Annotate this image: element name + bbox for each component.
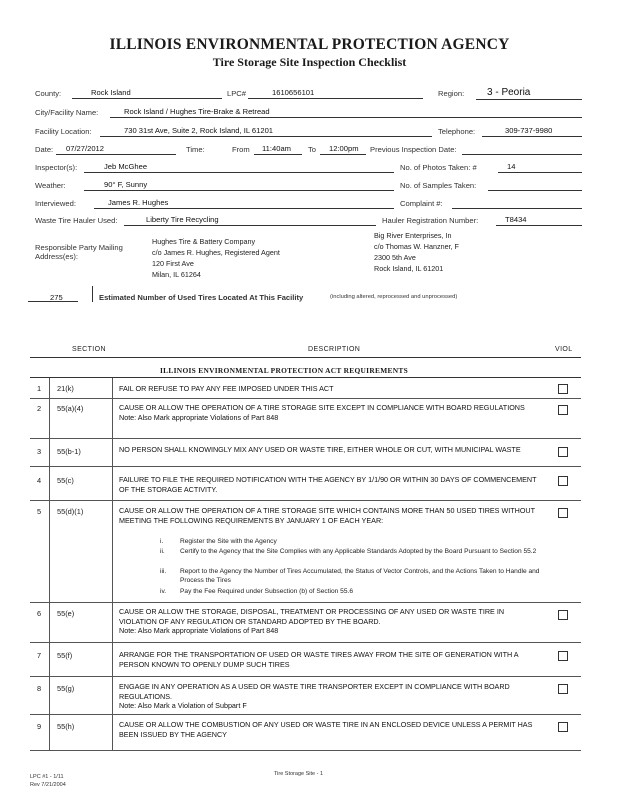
from-label: From: [232, 145, 250, 154]
weather-value[interactable]: 90° F, Sunny: [104, 180, 148, 189]
row-divider: [112, 500, 113, 602]
to-label: To: [308, 145, 317, 154]
lpc-label: LPC#: [227, 89, 246, 98]
party2-line: Big River Enterprises, In: [374, 231, 452, 240]
row-description: CAUSE OR ALLOW THE COMBUSTION OF ANY USED OR WASTE TIRE IN AN ENCLOSED DEVICE UNLESS A PERMIT HAS BEEN ISSUED BY THE AGENCY: [119, 720, 533, 739]
row-section: 55(c): [57, 476, 74, 485]
violation-checkbox[interactable]: [558, 722, 568, 732]
violation-checkbox[interactable]: [558, 405, 568, 415]
hauler-underline: [124, 225, 376, 226]
row-description: [119, 607, 539, 636]
row-number: 4: [36, 476, 42, 485]
lpc-value[interactable]: 1610656101: [272, 88, 315, 97]
row-divider: [49, 602, 50, 642]
hauler-label: Waste Tire Hauler Used:: [35, 216, 118, 225]
samples-underline: [488, 190, 582, 191]
facility-value[interactable]: Rock Island / Hughes Tire-Brake & Retread: [124, 107, 270, 116]
row-number: 3: [36, 447, 42, 456]
region-label: Region:: [438, 89, 465, 98]
inspector-underline: [84, 172, 394, 173]
previous-inspection-underline: [462, 154, 582, 155]
row-note: Note: Also Mark appropriate Violations of Part 848: [119, 626, 279, 635]
sub-item-number: ii.: [160, 548, 165, 555]
time-label: Time:: [186, 145, 205, 154]
county-label: County:: [35, 89, 62, 98]
region-underline: [476, 99, 582, 100]
sub-item-number: i.: [160, 538, 164, 545]
row-divider: [49, 438, 50, 466]
party2-line: c/o Thomas W. Hanzner, F: [374, 242, 459, 251]
row-description: FAILURE TO FILE THE REQUIRED NOTIFICATION WITH THE AGENCY BY 1/1/90 OR WITHIN 30 DAYS OF COMMENCEMENT OF THE STORAGE ACTIVITY.: [119, 475, 537, 494]
inspector-label: Inspector(s):: [35, 163, 78, 172]
party2-address[interactable]: [374, 230, 459, 274]
date-underline: [56, 154, 176, 155]
telephone-label: Telephone:: [438, 127, 476, 136]
table-row: [30, 602, 581, 643]
table-row: [30, 500, 581, 603]
row-divider: [112, 438, 113, 466]
row-number: 8: [36, 684, 42, 693]
samples-label: No. of Samples Taken:: [400, 181, 477, 190]
party1-address[interactable]: [152, 236, 280, 280]
violation-checkbox[interactable]: [558, 508, 568, 518]
date-label: Date:: [35, 145, 54, 154]
row-divider: [112, 466, 113, 500]
hauler-registration-underline: [496, 225, 582, 226]
estimate-value[interactable]: 275: [50, 293, 63, 302]
sub-item-text: Pay the Fee Required under Subsection (b) of Section 55.6: [180, 588, 354, 595]
row-divider: [112, 602, 113, 642]
hauler-registration-label: Hauler Registration Number:: [382, 216, 479, 225]
sub-item-text: Register the Site with the Agency: [180, 538, 277, 545]
row-section: 55(g): [57, 684, 75, 693]
table-row: [30, 398, 581, 439]
location-label: Facility Location:: [35, 127, 92, 136]
row-divider: [112, 378, 113, 398]
violation-checkbox[interactable]: [558, 684, 568, 694]
row-divider: [49, 466, 50, 500]
row-section: 55(b-1): [57, 447, 81, 456]
row-text: CAUSE OR ALLOW THE STORAGE, DISPOSAL, TREATMENT OR PROCESSING OF ANY USED OR WASTE TIRE IN VIOLATION OF ANY REGULATION OR STANDARD ADOPTED BY THE BOARD.: [119, 607, 505, 626]
hauler-value[interactable]: Liberty Tire Recycling: [146, 215, 219, 224]
row-divider: [49, 500, 50, 602]
table-row: [30, 642, 581, 677]
row-description: [119, 403, 539, 422]
violation-checkbox[interactable]: [558, 384, 568, 394]
table-title: ILLINOIS ENVIRONMENTAL PROTECTION ACT REQUIREMENTS: [160, 366, 408, 375]
inspector-value[interactable]: Jeb McGhee: [104, 162, 148, 171]
region-value[interactable]: 3 - Peoria: [487, 87, 531, 98]
row-divider: [49, 378, 50, 398]
form-revision: Rev 7/21/2004: [30, 782, 66, 788]
row-number: 7: [36, 651, 42, 660]
form-code: LPC #1 - 1/11: [30, 774, 64, 780]
complaint-label: Complaint #:: [400, 199, 443, 208]
to-underline: [320, 154, 366, 155]
sub-item-text: Certify to the Agency that the Site Complies with any Applicable Standards Adopted by the Board Pursuant to Section 55.2: [180, 548, 537, 555]
sub-item-number: iii.: [160, 568, 167, 575]
county-value[interactable]: Rock Island: [91, 88, 131, 97]
table-row: [30, 378, 581, 399]
hauler-registration-value[interactable]: T8434: [505, 215, 527, 224]
column-section-header: SECTION: [72, 346, 106, 353]
interviewed-underline: [94, 208, 394, 209]
row-number: 1: [36, 384, 42, 393]
weather-label: Weather:: [35, 181, 66, 190]
violation-checkbox[interactable]: [558, 447, 568, 457]
sub-item-number: iv.: [160, 588, 167, 595]
violation-checkbox[interactable]: [558, 476, 568, 486]
interviewed-label: Interviewed:: [35, 199, 76, 208]
violation-checkbox[interactable]: [558, 610, 568, 620]
mailing-label-line1: Responsible Party Mailing: [35, 243, 123, 252]
complaint-underline: [452, 208, 582, 209]
row-text: CAUSE OR ALLOW THE OPERATION OF A TIRE STORAGE SITE EXCEPT IN COMPLIANCE WITH BOARD REGULATIONS: [119, 403, 525, 412]
from-value[interactable]: 11:40am: [262, 144, 291, 153]
previous-inspection-label: Previous Inspection Date:: [370, 145, 457, 154]
row-number: 9: [36, 722, 42, 731]
row-number: 6: [36, 609, 42, 618]
interviewed-value[interactable]: James R. Hughes: [108, 198, 169, 207]
row-note: Note: Also Mark appropriate Violations of Part 848: [119, 412, 279, 422]
row-section: 55(e): [57, 609, 75, 618]
violation-checkbox[interactable]: [558, 651, 568, 661]
row-section: 55(h): [57, 722, 75, 731]
estimate-label: Estimated Number of Used Tires Located At This Facility: [99, 293, 304, 302]
facility-label: City/Facility Name:: [35, 108, 99, 117]
telephone-underline: [482, 136, 582, 137]
estimate-bracket: [92, 286, 93, 302]
row-description: CAUSE OR ALLOW THE OPERATION OF A TIRE STORAGE SITE WHICH CONTAINS MORE THAN 50 USED TIRES WITHOUT MEETING THE FOLLOWING REQUIREMENTS BY JANUARY 1 OF EACH YEAR:: [119, 506, 535, 525]
location-value[interactable]: 730 31st Ave, Suite 2, Rock Island, IL 61201: [124, 126, 274, 135]
row-number: 5: [36, 507, 42, 516]
table-row: [30, 676, 581, 715]
location-underline: [100, 136, 432, 137]
county-underline: [72, 98, 222, 99]
row-divider: [112, 714, 113, 750]
photos-label: No. of Photos Taken: #: [400, 163, 477, 172]
sub-item-text: Report to the Agency the Number of Tires Accumulated, the Status of Vector Controls, and the Actions Taken to Handle and Process the Tires: [180, 568, 540, 584]
header-rule: [30, 357, 581, 358]
row-description: NO PERSON SHALL KNOWINGLY MIX ANY USED OR WASTE TIRE, EITHER WHOLE OR CUT, WITH MUNICIPAL WASTE: [119, 445, 521, 454]
photos-value[interactable]: 14: [507, 162, 516, 171]
mailing-label-line2: Address(es):: [35, 252, 79, 261]
checklist-subtitle: Tire Storage Site Inspection Checklist: [212, 55, 407, 69]
to-value[interactable]: 12:00pm: [329, 144, 359, 153]
row-section: 55(d)(1): [57, 507, 84, 516]
row-number: 2: [36, 404, 42, 413]
row-section: 55(f): [57, 651, 73, 660]
party1-line: c/o James R. Hughes, Registered Agent: [152, 248, 280, 257]
row-description: ARRANGE FOR THE TRANSPORTATION OF USED OR WASTE TIRES AWAY FROM THE SITE OF GENERATION WITH A PERSON KNOWN TO OPENLY DUMP SUCH TIRES: [119, 650, 519, 669]
date-value[interactable]: 07/27/2012: [66, 144, 105, 153]
party1-line: Milan, IL 61264: [152, 270, 201, 279]
row-divider: [49, 714, 50, 750]
party1-line: Hughes Tire & Battery Company: [152, 237, 256, 246]
row-section: 55(a)(4): [57, 404, 84, 413]
lpc-underline: [248, 98, 423, 99]
weather-underline: [84, 190, 394, 191]
row-note: Note: Also Mark a Violation of Subpart F: [119, 701, 247, 710]
column-description-header: DESCRIPTION: [308, 346, 361, 353]
party1-line: 120 First Ave: [152, 259, 194, 268]
row-divider: [112, 676, 113, 714]
row-divider: [49, 398, 50, 438]
estimate-note: (including altered, reprocessed and unprocessed): [330, 294, 458, 300]
agency-title: ILLINOIS ENVIRONMENTAL PROTECTION AGENCY: [109, 36, 510, 53]
row-divider: [49, 642, 50, 676]
from-underline: [254, 154, 302, 155]
party2-line: Rock Island, IL 61201: [374, 264, 444, 273]
telephone-value[interactable]: 309-737-9980: [505, 126, 553, 135]
row-divider: [49, 676, 50, 714]
table-row: [30, 466, 581, 501]
table-row: [30, 714, 581, 751]
facility-underline: [110, 117, 582, 118]
row-section: 21(k): [57, 384, 74, 393]
column-viol-header: VIOL: [555, 346, 573, 353]
table-row: [30, 438, 581, 467]
row-description: [119, 682, 539, 711]
row-divider: [112, 642, 113, 676]
row-description: FAIL OR REFUSE TO PAY ANY FEE IMPOSED UNDER THIS ACT: [119, 384, 334, 393]
photos-underline: [498, 172, 582, 173]
row-divider: [112, 398, 113, 438]
party2-line: 2300 5th Ave: [374, 253, 416, 262]
page-footer: Tire Storage Site - 1: [274, 771, 324, 777]
row-text: ENGAGE IN ANY OPERATION AS A USED OR WASTE TIRE TRANSPORTER EXCEPT IN COMPLIANCE WITH BOARD REGULATIONS.: [119, 682, 510, 701]
